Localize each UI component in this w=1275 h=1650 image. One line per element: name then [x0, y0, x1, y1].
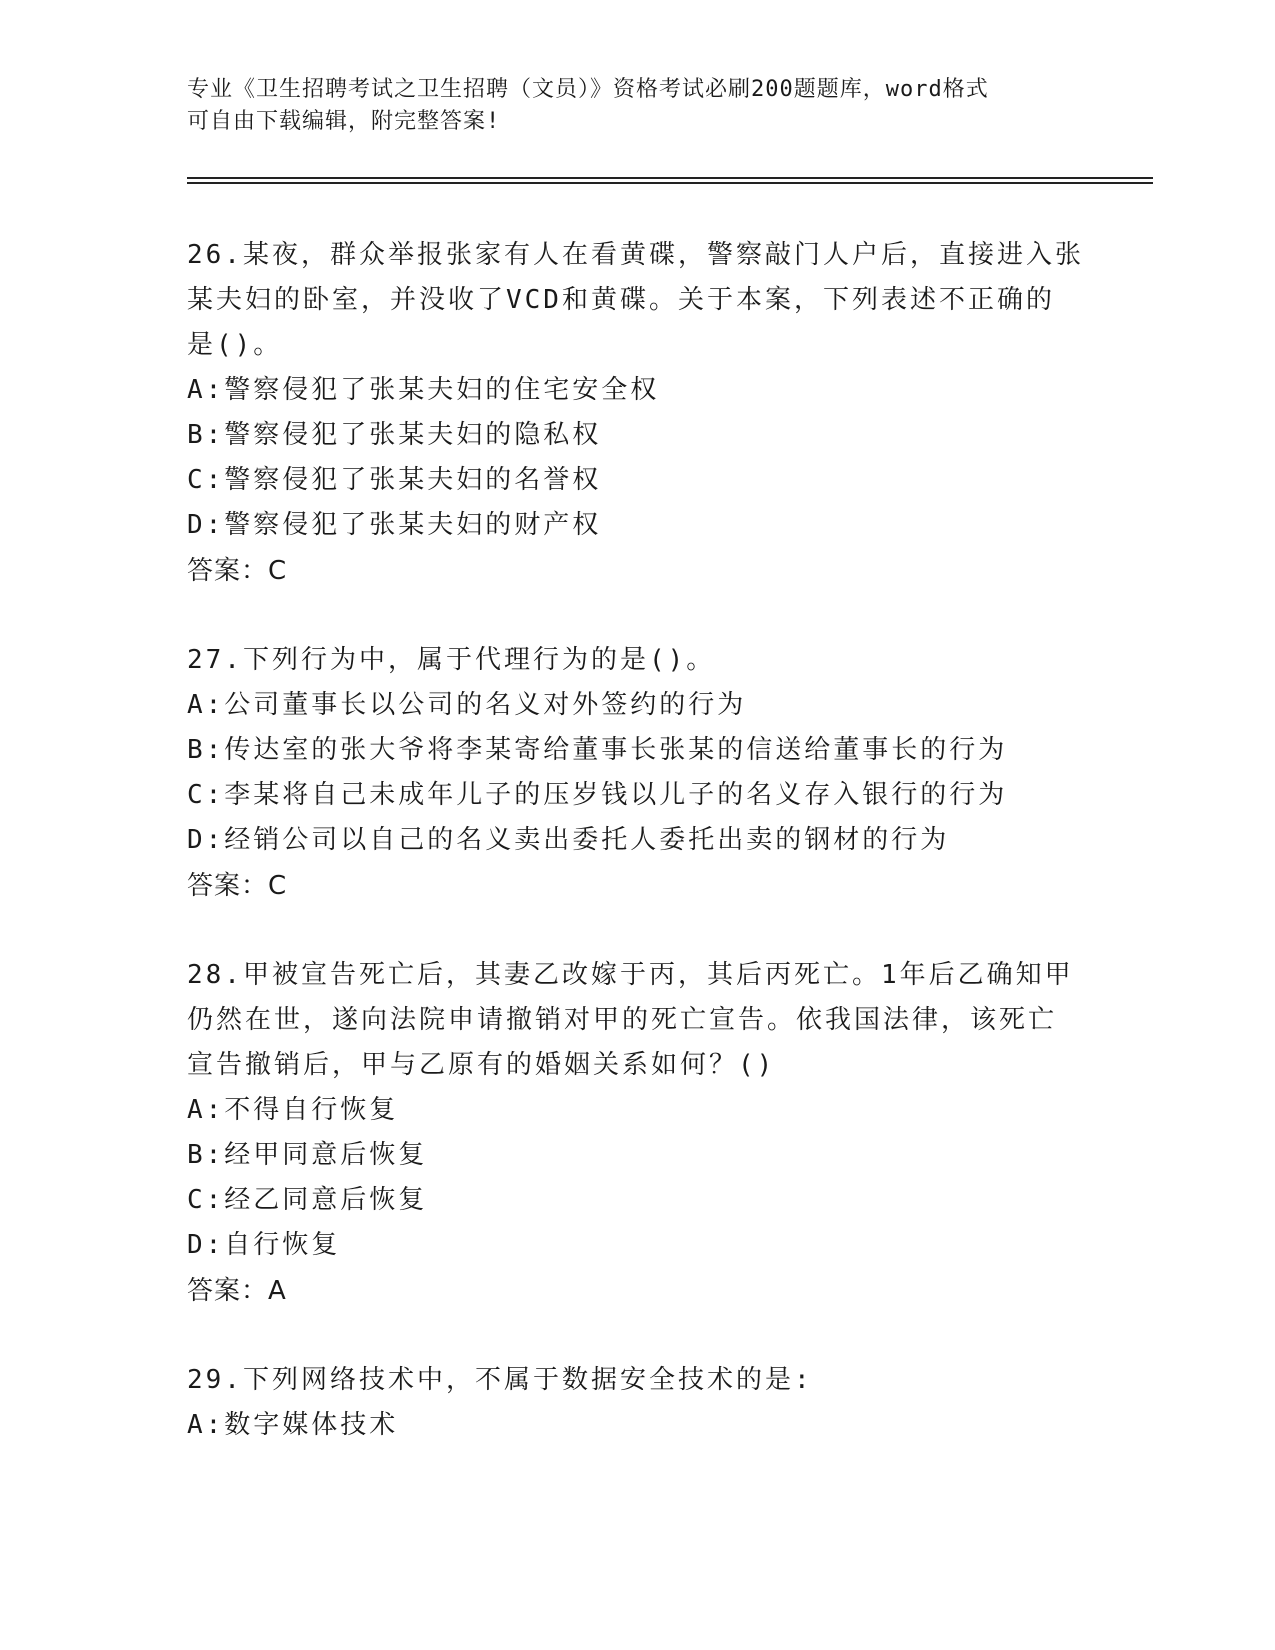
answer-line: 答案：C — [187, 871, 288, 901]
question-29 — [187, 1358, 1127, 1448]
question-stem-line: 仍然在世，遂向法院申请撤销对甲的死亡宣告。依我国法律，该死亡 — [187, 1005, 1058, 1035]
answer-line: 答案：C — [187, 556, 288, 586]
option-a: A:公司董事长以公司的名义对外签约的行为 — [187, 690, 747, 720]
header-rule-bottom — [187, 182, 1153, 184]
option-c: C:经乙同意后恢复 — [187, 1185, 428, 1215]
question-stem-line: 28.甲被宣告死亡后，其妻乙改嫁于丙，其后丙死亡。1年后乙确知甲 — [187, 960, 1074, 990]
header-line-2: 可自由下载编辑，附完整答案! — [187, 109, 501, 134]
option-b: B:经甲同意后恢复 — [187, 1140, 428, 1170]
question-list — [187, 233, 1127, 1492]
question-27 — [187, 638, 1127, 909]
document-header — [187, 74, 1087, 138]
option-a: A:警察侵犯了张某夫妇的住宅安全权 — [187, 375, 660, 405]
option-b: B:传达室的张大爷将李某寄给董事长张某的信送给董事长的行为 — [187, 735, 1008, 765]
question-28 — [187, 953, 1127, 1314]
option-c: C:警察侵犯了张某夫妇的名誉权 — [187, 465, 602, 495]
header-line-1: 专业《卫生招聘考试之卫生招聘（文员）》资格考试必刷200题题库，word格式 — [187, 77, 989, 102]
question-stem-line: 29.下列网络技术中，不属于数据安全技术的是: — [187, 1365, 813, 1395]
question-26 — [187, 233, 1127, 594]
answer-line: 答案：A — [187, 1276, 287, 1306]
option-a: A:数字媒体技术 — [187, 1410, 399, 1440]
question-stem-line: 某夫妇的卧室，并没收了VCD和黄碟。关于本案，下列表述不正确的 — [187, 285, 1055, 315]
question-stem-line: 是()。 — [187, 330, 283, 360]
question-stem-line: 26.某夜，群众举报张家有人在看黄碟，警察敲门人户后，直接进入张 — [187, 240, 1084, 270]
option-d: D:警察侵犯了张某夫妇的财产权 — [187, 510, 602, 540]
option-a: A:不得自行恢复 — [187, 1095, 399, 1125]
question-stem-line: 宣告撤销后，甲与乙原有的婚姻关系如何？() — [187, 1050, 776, 1080]
header-rule-top — [187, 177, 1153, 179]
option-c: C:李某将自己未成年儿子的压岁钱以儿子的名义存入银行的行为 — [187, 780, 1008, 810]
option-b: B:警察侵犯了张某夫妇的隐私权 — [187, 420, 602, 450]
question-stem-line: 27.下列行为中，属于代理行为的是()。 — [187, 645, 716, 675]
option-d: D:自行恢复 — [187, 1230, 341, 1260]
option-d: D:经销公司以自己的名义卖出委托人委托出卖的钢材的行为 — [187, 825, 950, 855]
